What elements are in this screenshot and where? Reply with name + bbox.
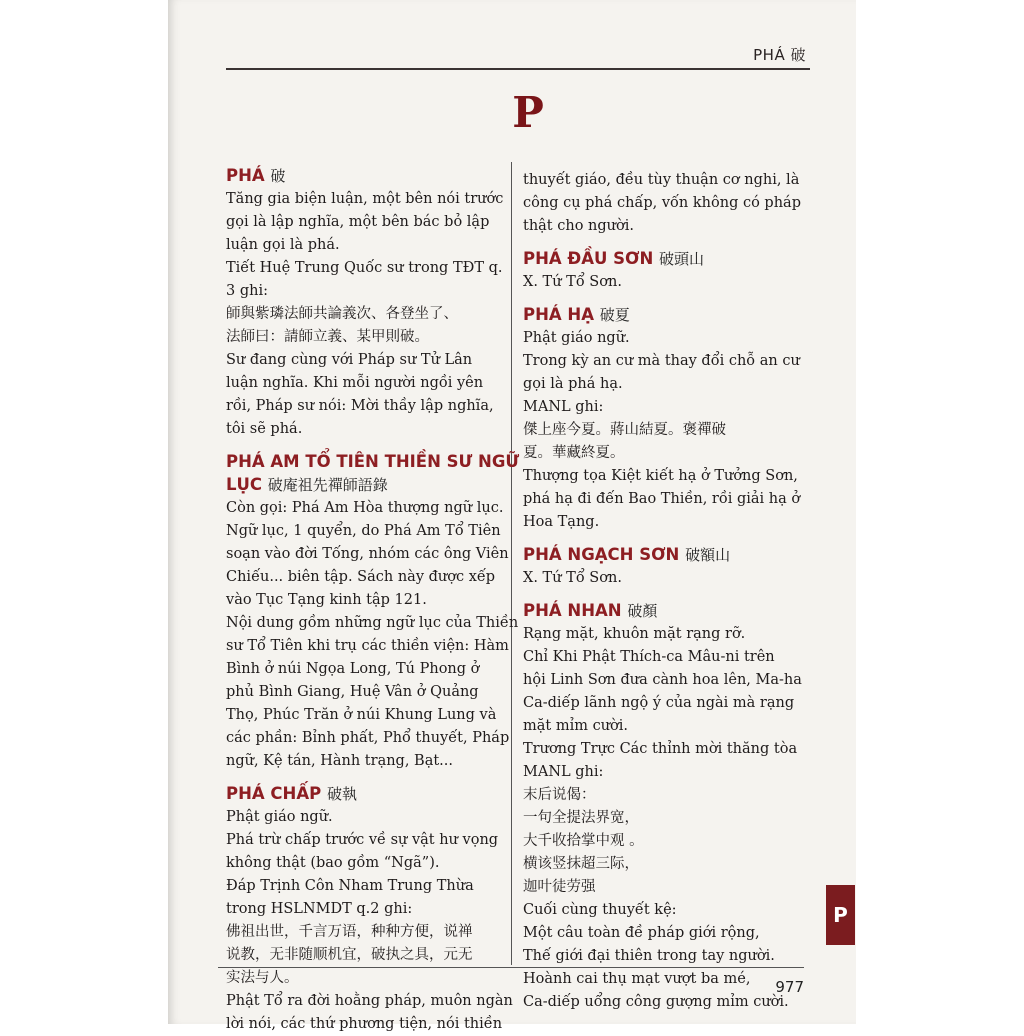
headword-line: PHÁ 破 [226,166,286,185]
entry-text-line: trong HSLNMDT q.2 ghi: [226,901,413,917]
headword-hanzi: 破夏 [599,306,630,324]
entry-text-line: Hoa Tạng. [523,514,600,530]
entry-text-line: Ca-diếp uổng công gượng mỉm cười. [523,994,789,1010]
running-head: PHÁ 破 [753,46,806,64]
headword-line: LỤC 破庵祖先禪師語錄 [226,475,388,494]
entry-text-line: X. Tứ Tổ Sơn. [523,274,622,290]
entry-text-line: rồi, Pháp sư nói: Mời thầy lập nghĩa, [226,398,494,414]
headword-line: PHÁ CHẤP 破執 [226,784,357,803]
right-column [523,169,807,1014]
entry-text-line: Phật Tổ ra đời hoằng pháp, muôn ngàn [226,993,513,1009]
headword-line: PHÁ NHAN 破顏 [523,601,658,620]
entry-headword [523,247,807,271]
entry-text-line: Ngữ lục, 1 quyển, do Phá Am Tổ Tiên [226,523,501,539]
entry-text-line: Phá trừ chấp trước về sự vật hư vọng [226,832,499,848]
entry-text-line: Bình ở núi Ngọa Long, Tú Phong ở [226,661,480,677]
entry-text-line: X. Tứ Tổ Sơn. [523,570,622,586]
dictionary-entry [523,303,807,534]
headword-hanzi: 破執 [326,785,357,803]
entry-text-line: vào Tục Tạng kinh tập 121. [226,592,427,608]
background-left [0,0,168,1024]
entry-headword [226,782,512,806]
entry-text-line: 实法与人。 [226,970,299,986]
dictionary-entry [523,247,807,294]
entry-text-line: Phật giáo ngữ. [523,330,630,346]
headword-line: PHÁ NGẠCH SƠN 破額山 [523,545,731,564]
entry-text-line: thuyết giáo, đều tùy thuận cơ nghi, là [523,172,800,188]
entry-headword [226,164,512,188]
entry-text-line: công cụ phá chấp, vốn không có pháp [523,195,801,211]
entry-text-line: luận nghĩa. Khi mỗi người ngồi yên [226,375,484,391]
dictionary-entry [226,164,512,441]
entry-text-line: Tiết Huệ Trung Quốc sư trong TĐT q. [226,260,503,276]
dictionary-entry [523,543,807,590]
entry-text-line: Tăng gia biện luận, một bên nói trước [226,191,504,207]
headword-hanzi: 破顏 [627,602,658,620]
background-right [855,0,1024,1024]
section-letter: P [512,88,544,137]
entry-text-line: Còn gọi: Phá Am Hòa thượng ngữ lục. [226,500,504,516]
entry-text-line: 一句全提法界宽， [523,810,639,826]
entry-text-line: Trong kỳ an cư mà thay đổi chỗ an cư [523,353,800,369]
entry-text-line: sư Tổ Tiên khi trụ các thiền viện: Hàm [226,638,509,654]
entry-text-line: Chiếu... biên tập. Sách này được xếp [226,569,496,585]
entry-text-line: mặt mỉm cười. [523,718,629,734]
entry-text-line: 大千收拾掌中观 。 [523,833,644,849]
entry-text-line: 3 ghi: [226,283,268,299]
headword-line: PHÁ HẠ 破夏 [523,305,630,324]
dictionary-entry [523,599,807,1014]
entry-text-line: 夏。華藏終夏。 [523,445,625,461]
entry-text-line: Nội dung gồm những ngữ lục của Thiền [226,615,519,631]
entry-text-line: phủ Bình Giang, Huệ Vân ở Quảng [226,684,479,700]
dictionary-entry [226,450,520,773]
entry-text-line: 迦叶徒劳强 [523,879,596,895]
entry-text-line: 末后说偈： [523,787,596,803]
entry-text-line: soạn vào đời Tống, nhóm các ông Viên [226,546,509,562]
entry-text-line: các phần: Bỉnh phất, Phổ thuyết, Pháp [226,730,510,746]
dictionary-entry [226,782,512,1036]
headword-line: PHÁ ĐẦU SƠN 破頭山 [523,249,705,268]
entry-text-line: Phật giáo ngữ. [226,809,333,825]
entry-text-line: luận gọi là phá. [226,237,340,253]
entry-headword [523,303,807,327]
headword-line: PHÁ AM TỔ TIÊN THIỀN SƯ NGỮ [226,452,520,471]
entry-text-line: 横该竖抹超三际， [523,856,639,872]
entry-text-line: phá hạ đi đến Bao Thiền, rồi giải hạ ở [523,491,801,507]
entry-text-line: 说教，无非随顺机宜，破执之具，元无 [226,947,473,963]
entry-text-line: Một câu toàn đề pháp giới rộng, [523,925,760,941]
entry-text-line: Cuối cùng thuyết kệ: [523,902,677,918]
entry-text-line: thật cho người. [523,218,634,234]
header-rule [226,68,810,70]
entry-text-line: lời nói, các thứ phương tiện, nói thiền [226,1016,503,1032]
entry-headword [523,599,807,623]
entry-text-line: ngữ, Kệ tán, Hành trạng, Bạt... [226,753,454,769]
entry-text-line: Ca-diếp lãnh ngộ ý của ngài mà rạng [523,695,795,711]
headword-hanzi: 破庵祖先禪師語錄 [267,476,388,494]
page-number: 977 [775,978,804,996]
entry-text-line: gọi là phá hạ. [523,376,623,392]
entry-text-line: Thượng tọa Kiệt kiết hạ ở Tưởng Sơn, [523,468,798,484]
entry-text-line: MANL ghi: [523,399,604,415]
thumb-index-tab[interactable]: P [826,885,855,945]
entry-text-line: 法師曰：請師立義、某甲則破。 [226,329,429,345]
entry-text-line: Chỉ Khi Phật Thích-ca Mâu-ni trên [523,649,775,665]
entry-text-line: hội Linh Sơn đưa cành hoa lên, Ma-ha [523,672,802,688]
entry-text-line: Đáp Trịnh Côn Nham Trung Thừa [226,878,474,894]
entry-text-line: Thọ, Phúc Trăn ở núi Khung Lung và [226,707,497,723]
entry-headword [523,543,807,567]
footer-rule [218,967,804,968]
headword-hanzi: 破 [270,167,286,185]
entry-text-line: Sư đang cùng với Pháp sư Tử Lân [226,352,473,368]
entry-text-line: Hoành cai thụ mạt vượt ba mé, [523,971,751,987]
headword-hanzi: 破額山 [685,546,731,564]
entry-text-line: tôi sẽ phá. [226,421,303,437]
entry-text-line: 師與紫璘法師共論義次、各登坐了、 [226,306,458,322]
left-column [226,164,520,1036]
entry-text-line: 傑上座今夏。蔣山結夏。褒禪破 [523,422,726,438]
entry-text-line: 佛祖出世，千言万语，种种方便，说禅 [226,924,473,940]
headword-hanzi: 破頭山 [659,250,705,268]
dictionary-entry [523,169,807,238]
entry-text-line: gọi là lập nghĩa, một bên bác bỏ lập [226,214,490,230]
entry-text-line: Trương Trực Các thỉnh mời thăng tòa [523,741,798,757]
entry-text-line: Rạng mặt, khuôn mặt rạng rỡ. [523,626,746,642]
entry-text-line: không thật (bao gồm “Ngã”). [226,855,440,871]
entry-text-line: MANL ghi: [523,764,604,780]
entry-text-line: Thế giới đại thiên trong tay người. [523,948,775,964]
entry-headword [226,450,520,497]
